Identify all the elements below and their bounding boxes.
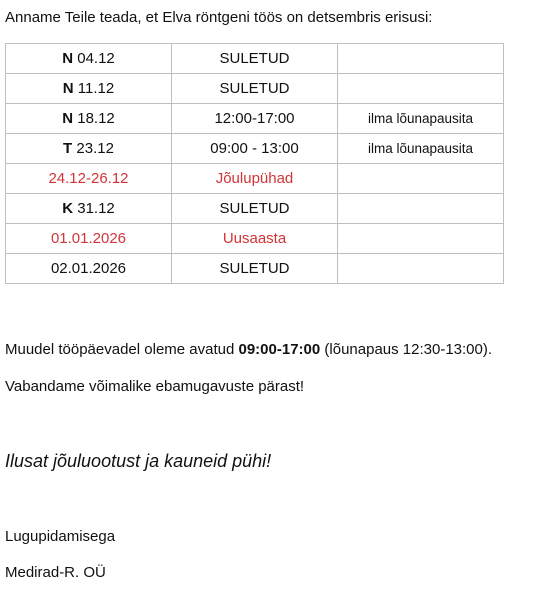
date-value: 31.12 — [77, 200, 115, 217]
date-label: 02.01.2026 — [50, 260, 127, 277]
schedule-note-cell — [338, 164, 504, 194]
weekday-letter: N — [62, 50, 74, 67]
schedule-note-cell — [338, 254, 504, 284]
schedule-hours-cell: SULETUD — [172, 254, 338, 284]
schedule-row — [6, 134, 504, 164]
schedule-note-cell — [338, 194, 504, 224]
schedule-row — [6, 164, 504, 194]
intro-text: Anname Teile teada, et Elva röntgeni töös on detsembris erisusi: — [5, 9, 433, 26]
schedule-body — [6, 44, 504, 284]
schedule-row — [6, 44, 504, 74]
schedule-date-cell — [6, 194, 172, 224]
signature-text: Medirad-R. OÜ — [5, 564, 106, 581]
schedule-date-cell — [6, 104, 172, 134]
apology-text: Vabandame võimalike ebamugavuste pärast! — [5, 378, 305, 395]
schedule-row — [6, 74, 504, 104]
schedule-note-cell — [338, 224, 504, 254]
greeting-text: Ilusat jõuluootust ja kauneid pühi! — [5, 451, 272, 471]
schedule-row — [6, 224, 504, 254]
schedule-note-cell — [338, 44, 504, 74]
date-label: 24.12-26.12 — [48, 170, 129, 187]
opening-hours-value: 09:00-17:00 — [238, 341, 321, 358]
opening-hours-suffix: (lõunapaus 12:30-13:00). — [320, 341, 493, 358]
schedule-date-cell — [6, 164, 172, 194]
weekday-letter: N — [62, 110, 74, 127]
schedule-row — [6, 194, 504, 224]
date-value: 11.12 — [77, 80, 115, 97]
schedule-date-cell — [6, 74, 172, 104]
schedule-hours-cell: SULETUD — [172, 194, 338, 224]
schedule-hours-cell: SULETUD — [172, 74, 338, 104]
weekday-letter: N — [62, 80, 74, 97]
date-value: 23.12 — [76, 140, 114, 157]
schedule-date-cell — [6, 254, 172, 284]
weekday-letter: K — [62, 200, 74, 217]
date-value: 18.12 — [77, 110, 115, 127]
schedule-note-cell: ilma lõunapausita — [338, 134, 504, 164]
schedule-row — [6, 104, 504, 134]
schedule-hours-cell: SULETUD — [172, 44, 338, 74]
schedule-date-cell — [6, 134, 172, 164]
date-label: 01.01.2026 — [50, 230, 127, 247]
date-value: 04.12 — [77, 50, 115, 67]
weekday-letter: T — [63, 140, 73, 157]
schedule-table — [5, 43, 504, 284]
opening-hours-text — [5, 340, 492, 360]
closing-text: Lugupidamisega — [5, 528, 116, 545]
schedule-date-cell — [6, 44, 172, 74]
schedule-hours-cell: Jõulupühad — [172, 164, 338, 194]
schedule-hours-cell: 09:00 - 13:00 — [172, 134, 338, 164]
schedule-hours-cell: 12:00-17:00 — [172, 104, 338, 134]
schedule-note-cell — [338, 74, 504, 104]
opening-hours-prefix: Muudel tööpäevadel oleme avatud — [5, 341, 239, 358]
schedule-hours-cell: Uusaasta — [172, 224, 338, 254]
schedule-note-cell: ilma lõunapausita — [338, 104, 504, 134]
schedule-date-cell — [6, 224, 172, 254]
schedule-row — [6, 254, 504, 284]
